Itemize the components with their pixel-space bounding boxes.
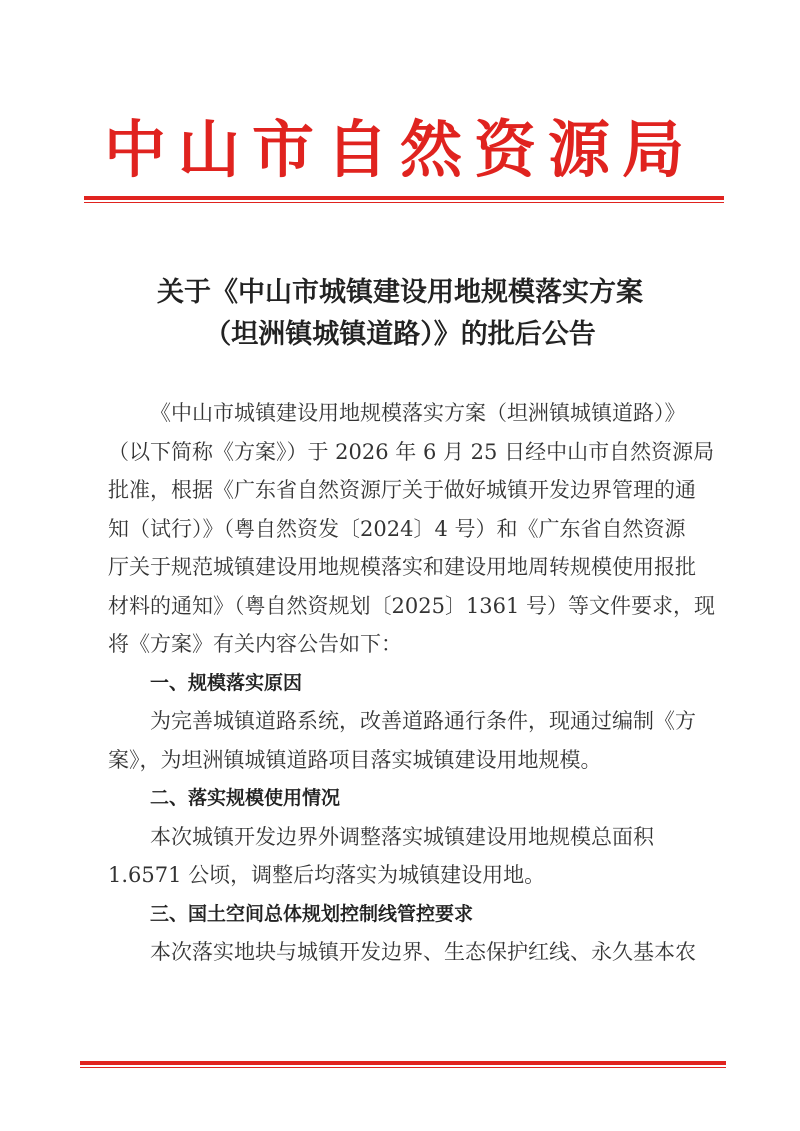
section-1-paragraph — [108, 702, 720, 779]
footer-divider-thin — [80, 1067, 726, 1068]
section-1-line: 为完善城镇道路系统，改善道路通行条件，现通过编制《方 — [150, 709, 696, 733]
notice-title-line-1: 关于《中山市城镇建设用地规模落实方案 — [157, 277, 643, 308]
notice-body — [108, 394, 720, 972]
footer-divider-thick — [80, 1061, 726, 1065]
section-2-line: 本次城镇开发边界外调整落实城镇建设用地规模总面积 — [150, 824, 654, 849]
intro-line: （以下简称《方案》）于 2026 年 6 月 25 日经中山市自然资源局 — [108, 439, 715, 464]
agency-masthead: 中山市自然资源局 — [103, 113, 696, 186]
section-1-line: 案》，为坦洲镇城镇道路项目落实城镇建设用地规模。 — [108, 747, 602, 772]
intro-line: 知（试行）》（粤自然资发〔2024〕4 号）和《广东省自然资源 — [108, 516, 686, 541]
masthead-divider-thin — [84, 202, 724, 203]
notice-title-line-2: （坦洲镇城镇道路）》的批后公告 — [204, 319, 596, 350]
intro-line: 《中山市城镇建设用地规模落实方案（坦洲镇城镇道路）》 — [150, 401, 686, 425]
section-heading-1: 一、规模落实原因 — [150, 671, 303, 694]
section-heading-3: 三、国土空间总体规划控制线管控要求 — [150, 902, 474, 925]
intro-line: 将《方案》有关内容公告如下： — [108, 632, 402, 656]
masthead-divider-thick — [84, 196, 724, 200]
section-2-paragraph — [108, 818, 720, 895]
section-2-line: 1.6571 公顷，调整后均落实为城镇建设用地。 — [108, 863, 546, 887]
intro-paragraph — [108, 394, 720, 664]
notice-title — [80, 272, 720, 356]
section-3-line: 本次落实地块与城镇开发边界、生态保护红线、永久基本农 — [150, 940, 696, 964]
intro-line: 材料的通知》（粤自然资规划〔2025〕1361 号）等文件要求，现 — [108, 593, 716, 618]
intro-line: 批准，根据《广东省自然资源厅关于做好城镇开发边界管理的通 — [108, 478, 696, 502]
section-3-paragraph — [108, 933, 720, 972]
intro-line: 厅关于规范城镇建设用地规模落实和建设用地周转规模使用报批 — [108, 555, 696, 579]
section-heading-2: 二、落实规模使用情况 — [150, 787, 341, 809]
